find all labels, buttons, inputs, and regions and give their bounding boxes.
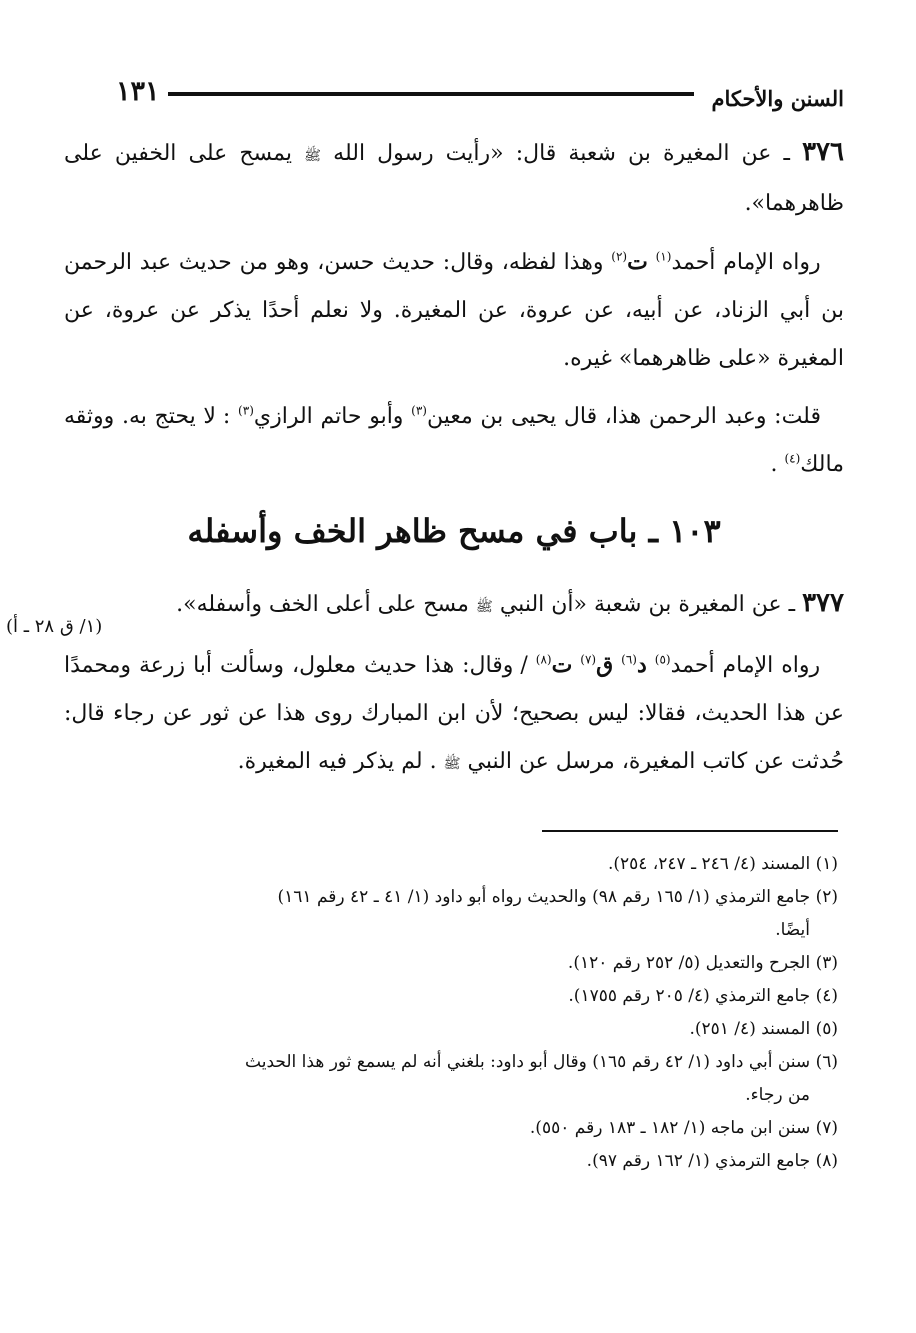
footnote-text: (٦) سنن أبي داود (١/ ٤٢ رقم ١٦٥) وقال أبو داود: بلغني أنه لم يسمع ثور هذا الحديث <box>245 1052 838 1072</box>
manuscript-folio-ref: (١/ ق ٢٨ ـ أ) <box>6 616 103 637</box>
footnote-text: (٥) المسند (٤/ ٢٥١). <box>689 1019 838 1039</box>
hadith-text: مسح على أعلى الخف وأسفله». <box>176 592 469 617</box>
footnote-2 <box>98 881 838 947</box>
footnote-8 <box>98 1145 838 1178</box>
footnotes <box>98 848 838 1178</box>
page-header <box>108 76 844 120</box>
honorific-glyph: ﷺ <box>475 599 493 615</box>
footnote-text: (٣) الجرح والتعديل (٥/ ٢٥٢ رقم ١٢٠). <box>567 953 838 973</box>
hadith-number: ٣٧٧ <box>802 588 844 618</box>
hadith-377-commentary <box>64 641 844 788</box>
footnote-ref: (٨) <box>535 652 552 667</box>
hadith-text: ـ عن المغيرة بن شعبة قال: «رأيت رسول الله <box>333 141 790 166</box>
footnote-separator <box>542 830 838 832</box>
hadith-number: ٣٧٦ <box>802 137 844 167</box>
source-siglum: ت <box>551 652 573 678</box>
footnote-ref: (١) <box>655 249 672 264</box>
footnote-ref: (٧) <box>580 652 597 667</box>
footnote-text: (٧) سنن ابن ماجه (١/ ١٨٢ ـ ١٨٣ رقم ٥٥٠). <box>529 1118 838 1138</box>
footnote-5 <box>98 1013 838 1046</box>
footnote-text: (٤) جامع الترمذي (٤/ ٢٠٥ رقم ١٧٥٥). <box>568 986 838 1006</box>
hadith-376-commentary <box>64 238 844 383</box>
honorific-glyph: ﷺ <box>304 148 322 164</box>
footnote-ref: (٤) <box>784 451 801 466</box>
footnote-4 <box>98 980 838 1013</box>
note-text: قلت: وعبد الرحمن هذا، قال يحيى بن معين <box>426 404 821 429</box>
source-siglum: ق <box>596 652 614 678</box>
commentary-text: . لم يذكر فيه المغيرة. <box>237 749 437 774</box>
hadith-text: يمسح على الخفين على ظاهرهما». <box>64 141 844 216</box>
footnote-3 <box>98 947 838 980</box>
main-text <box>64 128 844 788</box>
footnote-continuation: أيضًا. <box>775 920 810 940</box>
footnote-text: (١) المسند (٤/ ٢٤٦ ـ ٢٤٧، ٢٥٤). <box>607 854 838 874</box>
hadith-377 <box>64 579 844 631</box>
footnote-ref: (٥) <box>654 652 671 667</box>
footnote-ref: (٣) <box>411 403 427 418</box>
hadith-376 <box>64 128 844 228</box>
honorific-glyph: ﷺ <box>443 756 461 772</box>
source-siglum: د <box>636 652 647 678</box>
chapter-heading: ١٠٣ ـ باب في مسح ظاهر الخف وأسفله <box>187 512 721 550</box>
book-title: السنن والأحكام <box>711 86 844 111</box>
footnote-ref: (٣) <box>238 403 254 418</box>
commentary-text: وهذا لفظه، وقال: حديث حسن، وهو من حديث عبد الرحمن بن أبي الزناد، عن أبيه، عن عروة، عن المغيرة. ولا نعلم أحدًا يذكر عن عروة، عن المغيرة «على ظاهرهما» غيره. <box>64 250 844 371</box>
header-rule <box>168 92 694 96</box>
footnote-ref: (٢) <box>611 249 628 264</box>
commentary-text: رواه الإمام أحمد <box>670 653 821 678</box>
commentary-text: رواه الإمام أحمد <box>671 250 821 275</box>
footnote-1 <box>98 848 838 881</box>
footnote-text: (٨) جامع الترمذي (١/ ١٦٢ رقم ٩٧). <box>586 1151 838 1171</box>
footnote-continuation: من رجاء. <box>745 1085 810 1105</box>
note-text: : لا يحتج به. ووثقه مالك <box>64 404 844 477</box>
hadith-376-note <box>64 393 844 489</box>
hadith-text: ـ عن المغيرة بن شعبة «أن النبي <box>499 592 796 617</box>
footnote-6 <box>98 1046 838 1112</box>
source-siglum: ت <box>627 249 648 275</box>
note-text: وأبو حاتم الرازي <box>253 404 404 429</box>
footnote-text: (٢) جامع الترمذي (١/ ١٦٥ رقم ٩٨) والحديث رواه أبو داود (١/ ٤١ ـ ٤٢ رقم ١٦١) <box>277 887 838 907</box>
footnote-ref: (٦) <box>621 652 637 667</box>
commentary-text: / وقال: هذا حديث معلول، وسألت أبا زرعة ومحمدًا عن هذا الحديث، فقالا: ليس بصحيح؛ لأن ابن المبارك روى هذا عن ثور عن رجاء قال: حُدثت عن كاتب المغيرة، مرسل عن النبي <box>64 653 844 774</box>
footnote-7 <box>98 1112 838 1145</box>
note-text: . <box>770 452 778 477</box>
page-number: ١٣١ <box>116 76 160 107</box>
